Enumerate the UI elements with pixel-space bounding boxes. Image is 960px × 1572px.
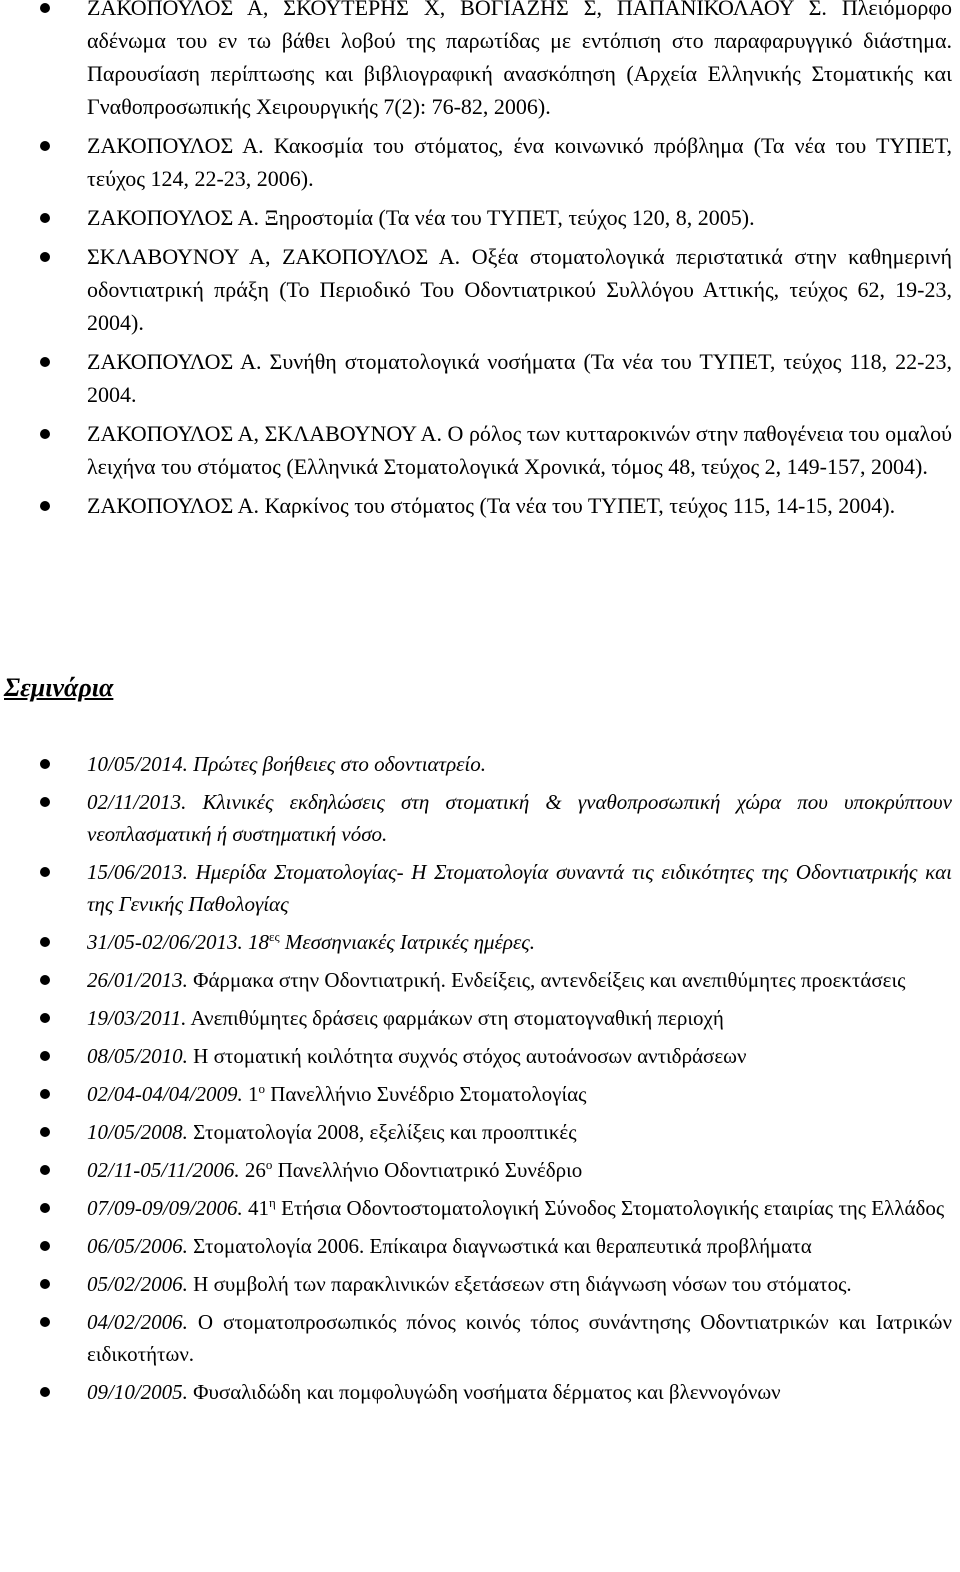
ordinal-suffix: ο xyxy=(265,1157,273,1172)
seminar-date: 09/10/2005. xyxy=(87,1380,188,1404)
seminar-item xyxy=(0,1230,956,1262)
publication-text: ΖΑΚΟΠΟΥΛΟΣ Α. Κακοσμία του στόματος, ένα κοινωνικό πρόβλημα (Τα νέα του ΤΥΠΕΤ, τεύχος 124, 22-23, 2006). xyxy=(87,133,952,191)
seminar-item xyxy=(0,964,956,996)
seminar-title-rest: Πανελλήνιο Οδοντιατρικό Συνέδριο xyxy=(277,1158,583,1182)
seminar-date: 02/04-04/04/2009. xyxy=(87,1082,243,1106)
publication-text: ΖΑΚΟΠΟΥΛΟΣ Α, ΣΚΟΥΤΕΡΗΣ Χ, ΒΟΓΙΑΖΗΣ Σ, ΠΑΠΑΝΙΚΟΛΑΟΥ Σ. Πλειόμορφο αδένωμα του εν τω βάθει λοβού της παρωτίδας με εντόπιση στο παραφαρυγγικό διάστημα. Παρουσίαση περίπτωσης και βιβλιογραφική ανασκόπηση (Αρχεία Ελληνικής Στοματικής και Γναθοπροσωπικής Χειρουργικής 7(2): 76-82, 2006). xyxy=(87,0,952,119)
seminar-date: 15/06/2013. xyxy=(87,860,188,884)
bullet-icon xyxy=(40,1089,50,1099)
seminar-date: 06/05/2006. xyxy=(87,1234,188,1258)
seminar-item xyxy=(0,1268,956,1300)
ordinal-suffix: ες xyxy=(269,929,280,944)
section-heading-seminars: Σεμινάρια xyxy=(4,673,114,702)
seminar-item xyxy=(0,1154,956,1186)
bullet-icon xyxy=(40,501,50,511)
bullet-icon xyxy=(40,1203,50,1213)
seminar-item xyxy=(0,1192,956,1224)
seminar-title: Η συμβολή των παρακλινικών εξετάσεων στη διάγνωση νόσων του στόματος. xyxy=(193,1272,852,1296)
bullet-icon xyxy=(40,759,50,769)
publication-text: ΖΑΚΟΠΟΥΛΟΣ Α, ΣΚΛΑΒΟΥΝΟΥ Α. Ο ρόλος των κυτταροκινών στην παθογένεια του ομαλού λειχήνα του στόματος (Ελληνικά Στοματολογικά Χρονικά, τόμος 48, τεύχος 2, 149-157, 2004). xyxy=(87,421,952,479)
seminar-title: 41 xyxy=(248,1196,269,1220)
bullet-icon xyxy=(40,1013,50,1023)
seminar-item xyxy=(0,926,956,958)
seminar-title: Ο στοματοπροσωπικός πόνος κοινός τόπος συνάντησης Οδοντιατρικών και Ιατρικών ειδικοτήτων. xyxy=(87,1310,952,1366)
seminar-title: 18 xyxy=(248,930,269,954)
seminar-date: 08/05/2010. xyxy=(87,1044,188,1068)
publications-list xyxy=(0,0,956,528)
publication-item xyxy=(0,129,956,195)
seminar-date: 10/05/2008. xyxy=(87,1120,188,1144)
seminar-item xyxy=(0,1376,956,1408)
bullet-icon xyxy=(40,3,50,13)
seminar-title: Στοματολογία 2006. Επίκαιρα διαγνωστικά και θεραπευτικά προβλήματα xyxy=(193,1234,812,1258)
seminar-date: 04/02/2006. xyxy=(87,1310,188,1334)
bullet-icon xyxy=(40,1241,50,1251)
seminar-item xyxy=(0,1040,956,1072)
seminar-title: Φάρμακα στην Οδοντιατρική. Ενδείξεις, αντενδείξεις και ανεπιθύμητες προεκτάσεις xyxy=(193,968,906,992)
bullet-icon xyxy=(40,867,50,877)
bullet-icon xyxy=(40,1317,50,1327)
bullet-icon xyxy=(40,797,50,807)
seminar-date: 31/05-02/06/2013. xyxy=(87,930,243,954)
publication-text: ΖΑΚΟΠΟΥΛΟΣ Α. Συνήθη στοματολογικά νοσήματα (Τα νέα του ΤΥΠΕΤ, τεύχος 118, 22-23, 2004. xyxy=(87,349,952,407)
seminar-title: Ανεπιθύμητες δράσεις φαρμάκων στη στοματογναθική περιοχή xyxy=(190,1006,724,1030)
seminars-list xyxy=(0,748,956,1414)
ordinal-suffix: η xyxy=(269,1195,276,1210)
seminar-title-rest: Μεσσηνιακές Ιατρικές ημέρες. xyxy=(284,930,535,954)
bullet-icon xyxy=(40,357,50,367)
seminar-title: Η στοματική κοιλότητα συχνός στόχος αυτοάνοσων αντιδράσεων xyxy=(193,1044,747,1068)
seminar-title: Κλινικές εκδηλώσεις στη στοματική & γναθοπροσωπική χώρα που υποκρύπτουν νεοπλασματική ή συστηματική νόσο. xyxy=(87,790,952,846)
publication-text: ΖΑΚΟΠΟΥΛΟΣ Α. Ξηροστομία (Τα νέα του ΤΥΠΕΤ, τεύχος 120, 8, 2005). xyxy=(87,205,755,230)
seminar-item xyxy=(0,1306,956,1370)
bullet-icon xyxy=(40,1387,50,1397)
seminar-title: Στοματολογία 2008, εξελίξεις και προοπτικές xyxy=(193,1120,577,1144)
publication-item xyxy=(0,240,956,339)
seminar-title: 26 xyxy=(244,1158,266,1182)
seminar-item xyxy=(0,1002,956,1034)
publication-text: ΖΑΚΟΠΟΥΛΟΣ Α. Καρκίνος του στόματος (Τα νέα του ΤΥΠΕΤ, τεύχος 115, 14-15, 2004). xyxy=(87,493,896,518)
seminar-item xyxy=(0,856,956,920)
bullet-icon xyxy=(40,937,50,947)
seminar-title: Φυσαλιδώδη και πομφολυγώδη νοσήματα δέρματος και βλεννογόνων xyxy=(193,1380,781,1404)
ordinal-suffix: ο xyxy=(258,1081,265,1096)
publication-item xyxy=(0,0,956,123)
seminar-date: 05/02/2006. xyxy=(87,1272,188,1296)
seminar-date: 19/03/2011. xyxy=(87,1006,187,1030)
publication-item xyxy=(0,489,956,522)
bullet-icon xyxy=(40,1279,50,1289)
publication-item xyxy=(0,345,956,411)
bullet-icon xyxy=(40,213,50,223)
publication-item xyxy=(0,201,956,234)
seminar-date: 02/11-05/11/2006. xyxy=(87,1158,240,1182)
seminar-item xyxy=(0,786,956,850)
seminar-title-rest: Ετήσια Οδοντοστοματολογική Σύνοδος Στοματολογικής εταιρίας της Ελλάδος xyxy=(281,1196,945,1220)
seminar-date: 07/09-09/09/2006. xyxy=(87,1196,243,1220)
seminar-title: Ημερίδα Στοματολογίας- Η Στοματολογία συναντά τις ειδικότητες της Οδοντιατρικής και της Γενικής Παθολογίας xyxy=(87,860,953,916)
seminar-item xyxy=(0,1116,956,1148)
bullet-icon xyxy=(40,141,50,151)
seminar-title-rest: Πανελλήνιο Συνέδριο Στοματολογίας xyxy=(270,1082,587,1106)
seminar-date: 02/11/2013. xyxy=(87,790,187,814)
bullet-icon xyxy=(40,252,50,262)
seminar-date: 10/05/2014. xyxy=(87,752,188,776)
bullet-icon xyxy=(40,429,50,439)
bullet-icon xyxy=(40,1051,50,1061)
publication-text: ΣΚΛΑΒΟΥΝΟΥ Α, ΖΑΚΟΠΟΥΛΟΣ Α. Οξέα στοματολογικά περιστατικά στην καθημερινή οδοντιατρική πράξη (Το Περιοδικό Του Οδοντιατρικού Συλλόγου Αττικής, τεύχος 62, 19-23, 2004). xyxy=(87,244,952,335)
bullet-icon xyxy=(40,1127,50,1137)
seminar-item xyxy=(0,1078,956,1110)
seminar-title: Πρώτες βοήθειες στο οδοντιατρείο. xyxy=(193,752,487,776)
publication-item xyxy=(0,417,956,483)
bullet-icon xyxy=(40,975,50,985)
seminar-title: 1 xyxy=(248,1082,259,1106)
bullet-icon xyxy=(40,1165,50,1175)
seminar-date: 26/01/2013. xyxy=(87,968,188,992)
seminar-item xyxy=(0,748,956,780)
